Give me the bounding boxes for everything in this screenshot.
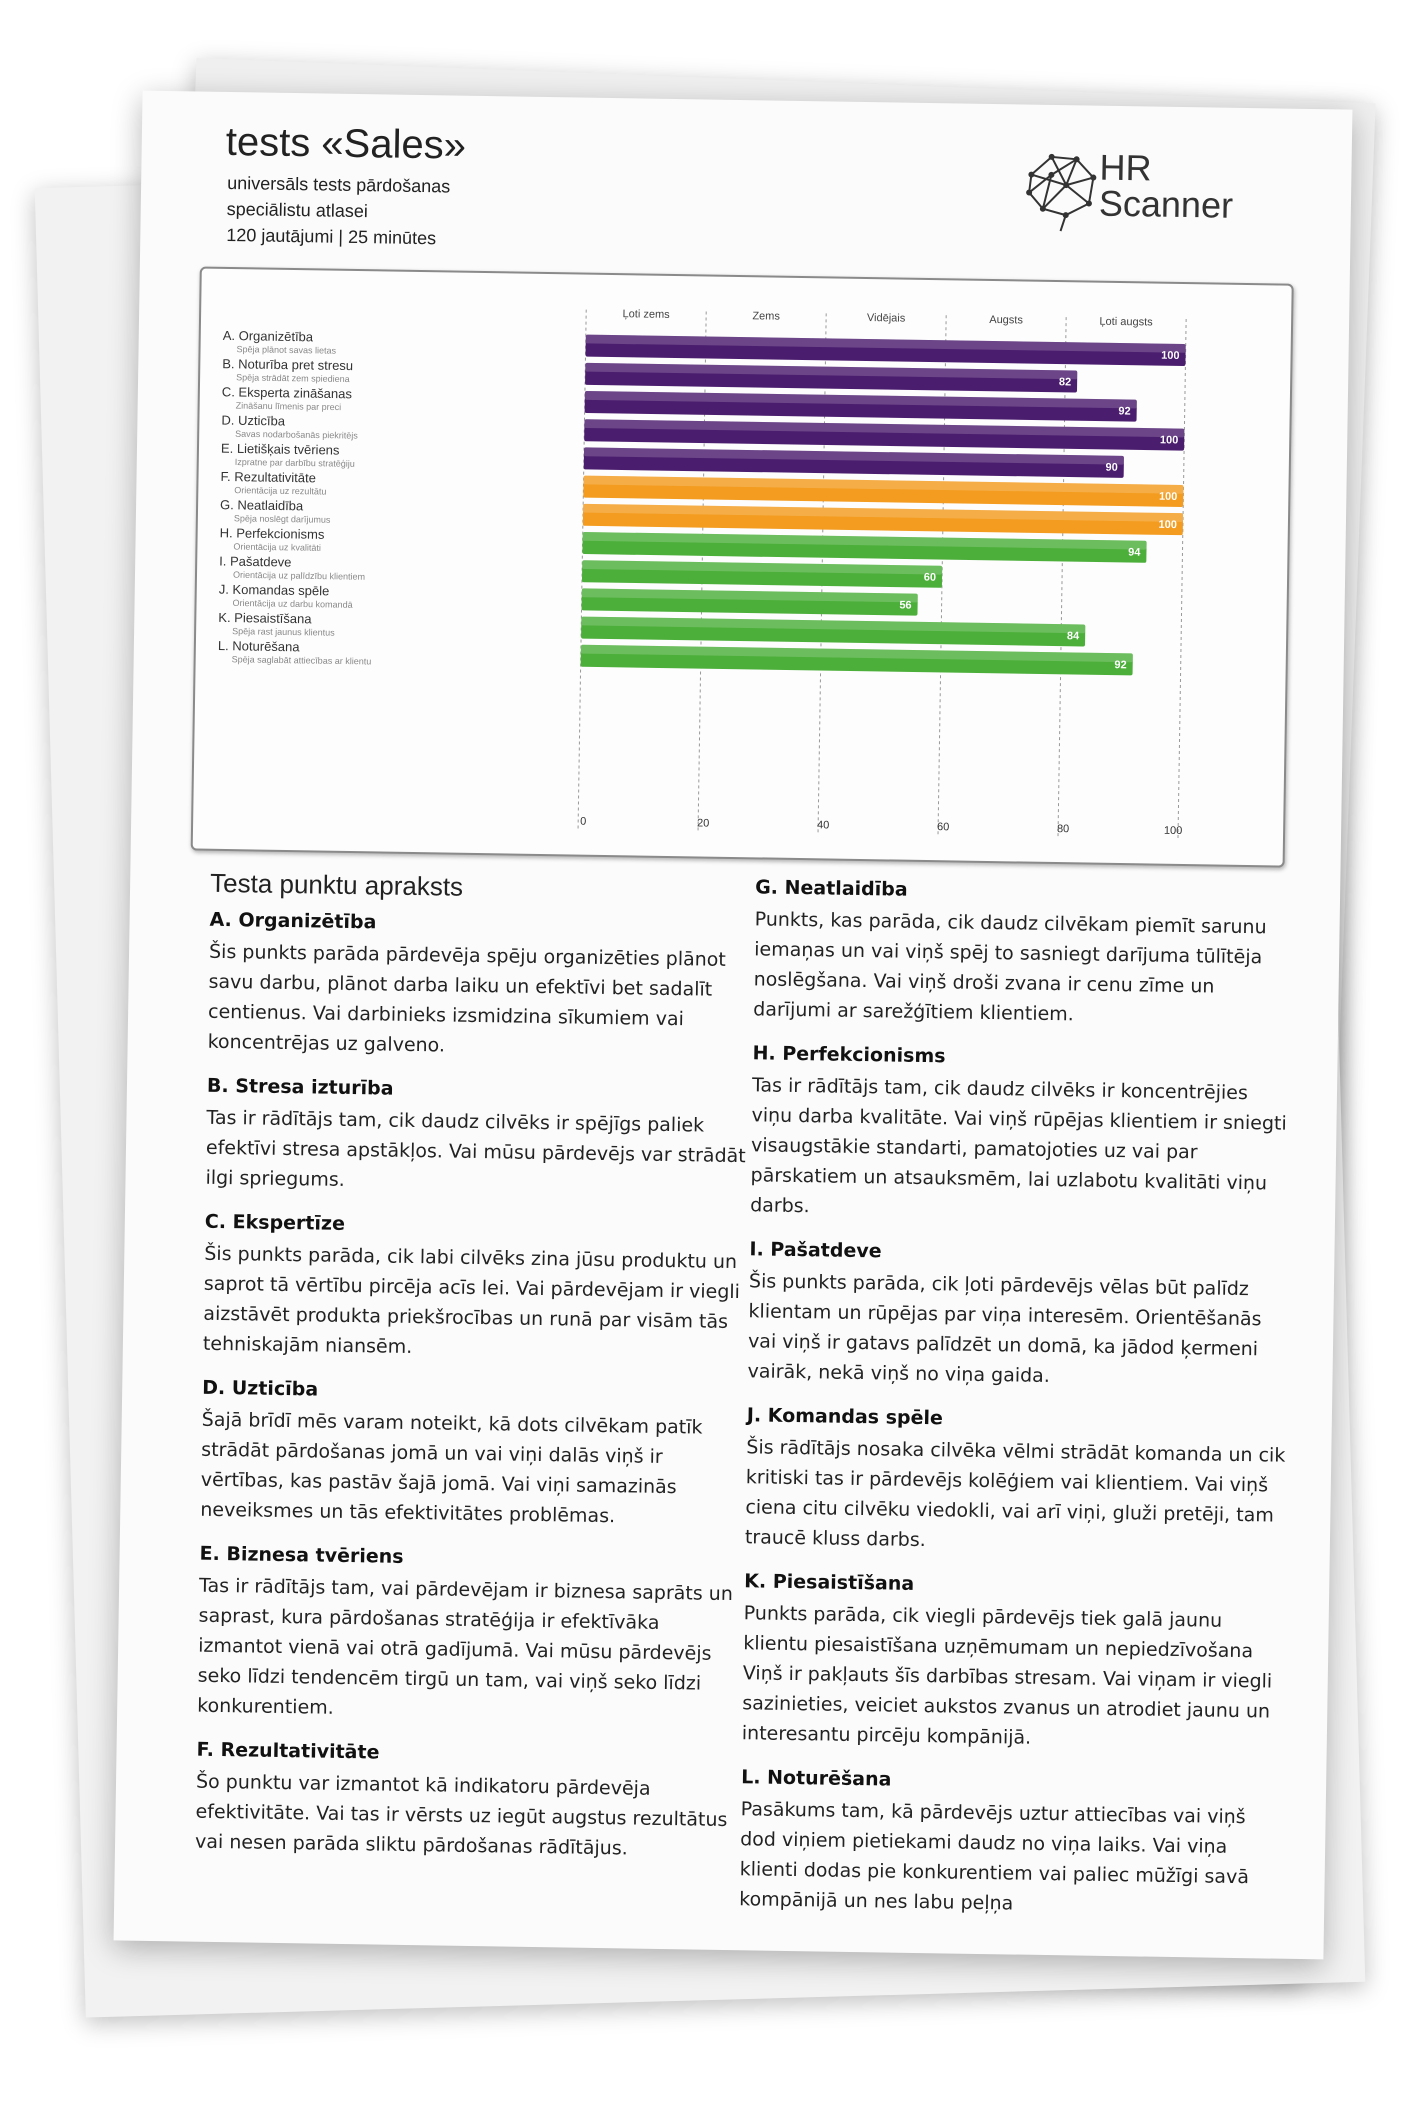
category-sublabel: Orientācija uz kvalitāti	[233, 541, 322, 553]
category-label: G. Neatlaidība	[219, 497, 304, 514]
category-sublabel: Spēja strādāt zem spiediena	[236, 372, 350, 385]
category-sublabel: Izpratne par darbību stratēģiju	[234, 456, 355, 469]
category-label: L. Noturēšana	[217, 638, 300, 655]
category-sublabel: Spēja rast jaunus klientus	[232, 626, 335, 638]
description-item	[207, 909, 749, 1065]
grid-line	[1058, 317, 1066, 837]
page-subtitle	[226, 170, 450, 251]
level-label: Ļoti zems	[622, 308, 670, 321]
x-tick-label: 20	[696, 817, 710, 830]
category-sublabel: Spēja saglabāt attiecības ar klientu	[231, 654, 372, 667]
description-title: H. Perfekcionisms	[752, 1042, 946, 1068]
category-sublabel: Orientācija uz palīdzību klientiem	[232, 569, 366, 582]
level-label: Vidējais	[866, 312, 906, 325]
report-page	[114, 91, 1353, 1960]
brain-network-icon	[1020, 144, 1101, 235]
category-label: B. Noturība pret stresu	[222, 356, 354, 374]
category-label: C. Eksperta zināšanas	[221, 384, 353, 402]
description-title: K. Piesaistīšana	[744, 1570, 915, 1595]
data-label: 92	[1114, 659, 1127, 672]
x-tick-label: 0	[580, 815, 587, 828]
description-item	[205, 1075, 747, 1201]
description-item	[745, 1404, 1287, 1560]
descriptions-right	[739, 876, 1296, 1940]
grid-line	[1178, 319, 1186, 839]
description-title: F. Rezultativitāte	[196, 1738, 380, 1764]
category-label: E. Lietišķais tvēriens	[220, 440, 340, 458]
data-label: 60	[923, 571, 937, 584]
description-title: B. Stresa izturība	[206, 1074, 394, 1100]
description-text: Šis rādītājs nosaka cilvēka vēlmi strādāt komanda un cik kritiski tas ir pārdevējs kolēģiem vai klientiem. Vai viņš ciena citu cilvēku viedokli, vai arī viņi, gluži pretēji, tam traucē kluss darbs.	[744, 1436, 1286, 1552]
description-item	[195, 1739, 737, 1865]
description-text: Tas ir rādītājs tam, cik daudz cilvēks ir koncentrējies viņu darba kvalitāte. Vai viņš rūpējas klientiem ir sniegti visaugstākie standarti, pamatojoties uz vai par pārskatiem un atsauksmēm, lai uzlabotu kvalitāti viņu darbs.	[749, 1074, 1287, 1218]
hr-scanner-logo	[1020, 144, 1281, 238]
description-title: C. Ekspertīze	[204, 1210, 346, 1235]
data-label: 92	[1118, 405, 1131, 418]
descriptions-left	[195, 868, 751, 1883]
logo-text	[1098, 146, 1234, 226]
level-label: Ļoti augsts	[1099, 315, 1153, 329]
category-sublabel: Zināšanu līmenis par preci	[235, 400, 342, 413]
x-tick-label: 60	[936, 821, 950, 834]
level-label: Zems	[752, 310, 780, 323]
description-item	[753, 876, 1295, 1032]
description-title: J. Komandas spēle	[746, 1404, 944, 1430]
data-label: 100	[1159, 434, 1179, 447]
description-text: Tas ir rādītājs tam, cik daudz cilvēks ir spējīgs paliek efektīvi stresa apstākļos. Vai mūsu pārdevējs var strādāt ilgi spriegums.	[205, 1106, 746, 1191]
x-tick-label: 80	[1056, 823, 1070, 836]
data-label: 100	[1158, 490, 1178, 503]
x-tick-label: 40	[816, 819, 830, 832]
description-text: Pasākums tam, kā pārdevējs uztur attiecības vai viņš dod viņiem pietiekami daudz no viņa laiks. Vai viņa klienti dodas pie konkurentiem vai paliec mūžīgi savā kompānijā un nes labu peļņa	[739, 1798, 1250, 1915]
subtitle-line: universāls tests pārdošanas	[227, 172, 451, 197]
x-tick-label: 100	[1163, 824, 1183, 838]
data-label: 90	[1105, 461, 1118, 474]
description-item	[739, 1766, 1281, 1922]
description-text: Punkts, kas parāda, cik daudz cilvēkam piemīt sarunu iemaņas un vai viņš spēj to sasniegt darījuma tūlītēja noslēgšana. Vai viņš droši zvana ir cenu zīme un darījumi ar sarežģītiem klientiem.	[753, 908, 1267, 1026]
description-text: Šo punktu var izmantot kā indikatoru pārdevēja efektivitāte. Vai tas ir vērsts uz iegūt augstus rezultātus vai nesen parāda sliktu pārdošanas rādītājus.	[194, 1770, 728, 1860]
page-title: tests «Sales»	[225, 119, 467, 168]
description-title: D. Uzticība	[202, 1376, 319, 1401]
description-title: A. Organizētība	[209, 908, 377, 934]
section-title: Testa punktu apraksts	[209, 867, 464, 902]
subtitle-line: speciālistu atlasei	[226, 198, 368, 222]
data-label: 56	[899, 599, 912, 612]
description-text: Šis punkts parāda, cik ļoti pārdevējs vēlas būt palīdz klientam un rūpējas par viņa interesēm. Orientēšanās vai viņš ir gatavs palīdzēt un domā, ka jādod ķermeni vairāk, nekā viņš no viņa gaida.	[747, 1270, 1262, 1388]
category-label: I. Pašatdeve	[219, 553, 292, 570]
description-item	[747, 1238, 1289, 1394]
level-label: Augsts	[989, 313, 1024, 327]
category-label: A. Organizētība	[222, 327, 314, 345]
description-text: Šis punkts parāda pārdevēja spēju organizēties plānot savu darbu, plānot darba laiku un efektīvi bet sadalīt centienus. Vai darbinieks izsmidzina sīkumiem vai koncentrējas uz galveno.	[207, 940, 726, 1057]
description-text: Punkts parāda, cik viegli pārdevējs tiek galā jaunu klientu piesaistīšana uzņēmumam un nepiedzīvošana Viņš ir pakļauts šīs darbības stresam. Vai viņam ir viegli sazinieties, veiciet aukstos zvanus un atrodiet jaunu un interesantu pircēju kompānijā.	[741, 1602, 1273, 1749]
subtitle-line: 120 jautājumi | 25 minūtes	[226, 224, 437, 249]
description-item	[197, 1543, 740, 1729]
description-title: L. Noturēšana	[741, 1766, 892, 1791]
description-item	[203, 1211, 745, 1367]
description-item	[200, 1377, 742, 1533]
description-text: Tas ir rādītājs tam, vai pārdevējam ir biznesa saprāts un saprast, kura pārdošanas stratēģija ir efektīvāka izmantot vienā vai otrā gadījumā. Vai mūsu pārdevējs seko līdzi tendencēm tirgū un tam, vai viņš seko līdzi konkurentiem.	[197, 1574, 734, 1719]
logo-line: Scanner	[1098, 182, 1234, 226]
description-title: G. Neatlaidība	[754, 876, 908, 901]
logo-line: HR	[1099, 146, 1152, 189]
category-label: H. Perfekcionisms	[219, 525, 325, 542]
category-sublabel: Orientācija uz rezultātu	[234, 485, 327, 497]
results-chart	[191, 267, 1294, 868]
data-label: 84	[1066, 630, 1080, 643]
category-label: D. Uzticība	[221, 412, 286, 429]
category-label: F. Rezultativitāte	[220, 468, 317, 486]
data-label: 100	[1161, 349, 1180, 362]
data-label: 94	[1128, 546, 1141, 559]
data-label: 82	[1058, 376, 1072, 389]
description-text: Šis punkts parāda, cik labi cilvēks zina jūsu produktu un saprot tā vērtību pircēja acīs lei. Vai pārdevējam ir viegli aizstāvēt produkta priekšrocības un runā par visām tās tehniskajām niansēm.	[202, 1242, 741, 1358]
category-sublabel: Spēja plānot savas lietas	[236, 344, 337, 356]
description-item	[742, 1570, 1285, 1756]
category-sublabel: Orientācija uz darbu komandā	[232, 597, 353, 610]
description-text: Šajā brīdī mēs varam noteikt, kā dots cilvēkam patīk strādāt pārdošanas jomā un vai viņi dalās viņš ir vērtības, kas pastāv šajā jomā. Vai viņi samazinās neveiksmes un tās efektivitātes problēmas.	[200, 1408, 703, 1528]
category-label: J. Komandas spēle	[218, 581, 330, 599]
data-label: 100	[1158, 518, 1178, 532]
description-item	[750, 1042, 1293, 1228]
category-sublabel: Savas nodarbošanās piekritējs	[235, 428, 358, 441]
category-sublabel: Spēja noslēgt darījumus	[233, 513, 331, 525]
description-title: E. Biznesa tvēriens	[199, 1542, 404, 1568]
bar-chart	[193, 269, 1292, 866]
category-label: K. Piesaistīšana	[218, 609, 312, 627]
description-title: I. Pašatdeve	[749, 1238, 882, 1263]
